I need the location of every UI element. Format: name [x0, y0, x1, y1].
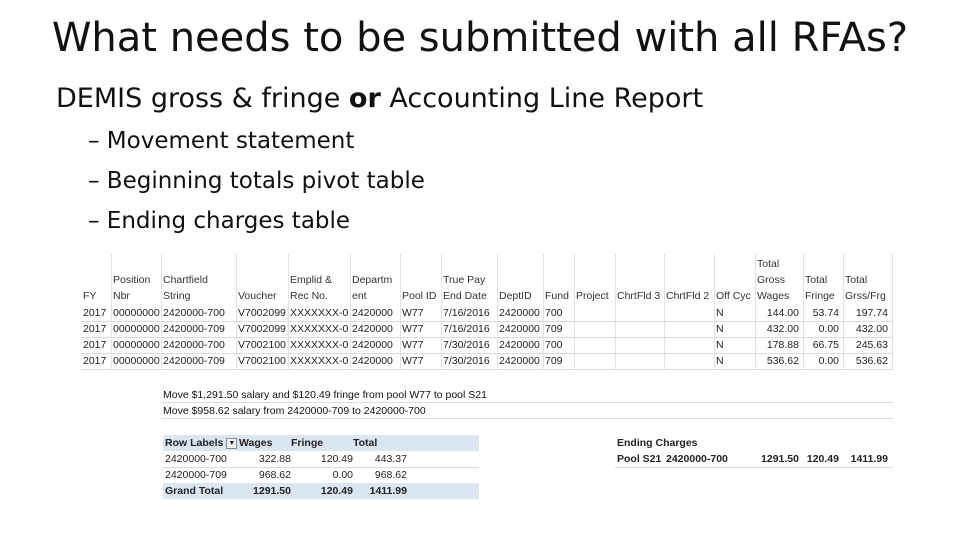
main-bullet-text-2: Accounting Line Report	[380, 83, 704, 114]
pivot-total: 968.62	[374, 469, 407, 481]
header-fy: FY	[83, 290, 97, 302]
cell-fund: 709	[545, 355, 563, 367]
ending-label: Pool S21	[617, 453, 662, 465]
header-gross-2: Gross	[757, 274, 786, 286]
pivot-header-wages: Wages	[239, 437, 273, 449]
filter-dropdown-icon[interactable]: ▼	[226, 438, 237, 449]
header-pool: Pool ID	[402, 290, 437, 302]
ending-charges-title: Ending Charges	[617, 437, 698, 449]
cell-dept: 2420000	[352, 307, 393, 319]
cell-chartfield: 2420000-709	[163, 323, 225, 335]
pivot-total: 443.37	[374, 453, 407, 465]
ending-fringe: 120.49	[806, 453, 839, 465]
table-row	[81, 305, 893, 322]
header-project: Project	[576, 290, 609, 302]
pivot-row	[163, 451, 479, 468]
cell-date: 7/16/2016	[443, 323, 490, 335]
cell-gross: 144.00	[766, 307, 799, 319]
cell-gross: 432.00	[766, 323, 799, 335]
cell-fund: 700	[545, 339, 563, 351]
cell-voucher: V7002099	[238, 307, 286, 319]
cell-fund: 700	[545, 307, 563, 319]
cell-fringe: 0.00	[818, 355, 839, 367]
pivot-grandtotal-row	[163, 483, 479, 499]
header-fund: Fund	[545, 290, 569, 302]
cell-position: 00000000	[113, 355, 160, 367]
cell-date: 7/16/2016	[443, 307, 490, 319]
cell-chartfield: 2420000-700	[163, 339, 225, 351]
cell-pool: W77	[402, 355, 424, 367]
cell-gross: 178.88	[766, 339, 799, 351]
main-bullet-text-1: DEMIS gross & fringe	[56, 83, 349, 114]
cell-total: 536.62	[855, 355, 888, 367]
pivot-wages: 322.88	[258, 453, 291, 465]
ending-chartfield: 2420000-700	[666, 453, 728, 465]
table-row	[81, 337, 893, 354]
pivot-header-total: Total	[353, 437, 378, 449]
cell-offcyc: N	[716, 355, 724, 367]
cell-deptid: 2420000	[499, 355, 540, 367]
cell-dept: 2420000	[352, 323, 393, 335]
table-row	[81, 353, 893, 370]
cell-fringe: 0.00	[818, 323, 839, 335]
table-row	[81, 321, 893, 338]
cell-deptid: 2420000	[499, 323, 540, 335]
pivot-header-rowlabels	[165, 436, 237, 451]
cell-chartfield: 2420000-709	[163, 355, 225, 367]
ending-wages: 1291.50	[761, 453, 799, 465]
cell-offcyc: N	[716, 307, 724, 319]
header-position-2: Nbr	[113, 290, 130, 302]
cell-date: 7/30/2016	[443, 355, 490, 367]
cell-total: 197.74	[855, 307, 888, 319]
sub-bullet-pivot: – Beginning totals pivot table	[88, 168, 425, 194]
cell-position: 00000000	[113, 323, 160, 335]
sub-bullet-ending: – Ending charges table	[88, 208, 351, 234]
pivot-label: 2420000-709	[165, 469, 227, 481]
main-bullet-or: or	[348, 83, 381, 114]
header-truepay: True Pay	[443, 274, 486, 286]
header-position: Position	[113, 274, 151, 286]
header-emplid: Emplid &	[290, 274, 333, 286]
pivot-header-rowlabels-text: Row Labels	[165, 437, 224, 449]
cell-emplid: XXXXXXX-0	[290, 355, 349, 367]
cell-position: 00000000	[113, 307, 160, 319]
cell-gross: 536.62	[766, 355, 799, 367]
header-chartfield: Chartfield	[163, 274, 208, 286]
header-emplid-2: Rec No.	[290, 290, 328, 302]
cell-dept: 2420000	[352, 339, 393, 351]
pivot-label: 2420000-700	[165, 453, 227, 465]
cell-fy: 2017	[83, 339, 107, 351]
header-gross: Total	[757, 258, 780, 270]
cell-dept: 2420000	[352, 355, 393, 367]
cell-total: 432.00	[855, 323, 888, 335]
spreadsheet-screenshot	[81, 254, 893, 503]
pivot-header-fringe: Fringe	[291, 437, 324, 449]
cell-position: 00000000	[113, 339, 160, 351]
cell-voucher: V7002100	[238, 355, 286, 367]
cell-deptid: 2420000	[499, 307, 540, 319]
main-bullet	[56, 83, 703, 115]
pivot-grandtotal-wages: 1291.50	[253, 485, 291, 497]
pivot-wages: 968.62	[258, 469, 291, 481]
cell-deptid: 2420000	[499, 339, 540, 351]
cell-fy: 2017	[83, 355, 107, 367]
pivot-grandtotal-fringe: 120.49	[320, 485, 353, 497]
cell-pool: W77	[402, 307, 424, 319]
pivot-fringe: 120.49	[320, 453, 353, 465]
header-truepay-2: End Date	[443, 290, 487, 302]
cell-fy: 2017	[83, 323, 107, 335]
cell-date: 7/30/2016	[443, 339, 490, 351]
header-chrtfld3: ChrtFld 3	[617, 290, 661, 302]
pivot-grandtotal-total: 1411.99	[369, 485, 407, 497]
header-deptid: DeptID	[499, 290, 532, 302]
header-voucher: Voucher	[238, 290, 277, 302]
pivot-fringe: 0.00	[332, 469, 353, 481]
header-total-2: Grss/Frg	[845, 290, 886, 302]
cell-emplid: XXXXXXX-0	[290, 339, 349, 351]
cell-emplid: XXXXXXX-0	[290, 307, 349, 319]
header-offcyc: Off Cyc	[716, 290, 751, 302]
header-fringe: Total	[805, 274, 828, 286]
cell-voucher: V7002100	[238, 339, 286, 351]
pivot-grandtotal-label: Grand Total	[165, 485, 224, 497]
cell-fringe: 66.75	[812, 339, 839, 351]
cell-pool: W77	[402, 323, 424, 335]
cell-total: 245.63	[855, 339, 888, 351]
pivot-row	[163, 467, 479, 484]
header-chrtfld2: ChrtFld 2	[666, 290, 710, 302]
cell-fy: 2017	[83, 307, 107, 319]
cell-emplid: XXXXXXX-0	[290, 323, 349, 335]
header-department-2: ent	[352, 290, 367, 302]
cell-voucher: V7002099	[238, 323, 286, 335]
movement-note-2: Move $958.62 salary from 2420000-709 to 2420000-700	[163, 405, 426, 417]
header-fringe-2: Fringe	[805, 290, 835, 302]
cell-fringe: 53.74	[812, 307, 839, 319]
ending-total: 1411.99	[850, 453, 888, 465]
cell-offcyc: N	[716, 339, 724, 351]
cell-chartfield: 2420000-700	[163, 307, 225, 319]
header-total: Total	[845, 274, 868, 286]
movement-note-1: Move $1,291.50 salary and $120.49 fringe from pool W77 to pool S21	[163, 389, 487, 401]
header-gross-3: Wages	[757, 290, 790, 302]
header-chartfield-2: String	[163, 290, 191, 302]
sub-bullet-movement: – Movement statement	[88, 128, 355, 154]
header-department: Departm	[352, 274, 393, 286]
ending-charges-row	[615, 451, 893, 468]
cell-fund: 709	[545, 323, 563, 335]
slide-title: What needs to be submitted with all RFAs?	[51, 15, 909, 61]
cell-offcyc: N	[716, 323, 724, 335]
cell-pool: W77	[402, 339, 424, 351]
